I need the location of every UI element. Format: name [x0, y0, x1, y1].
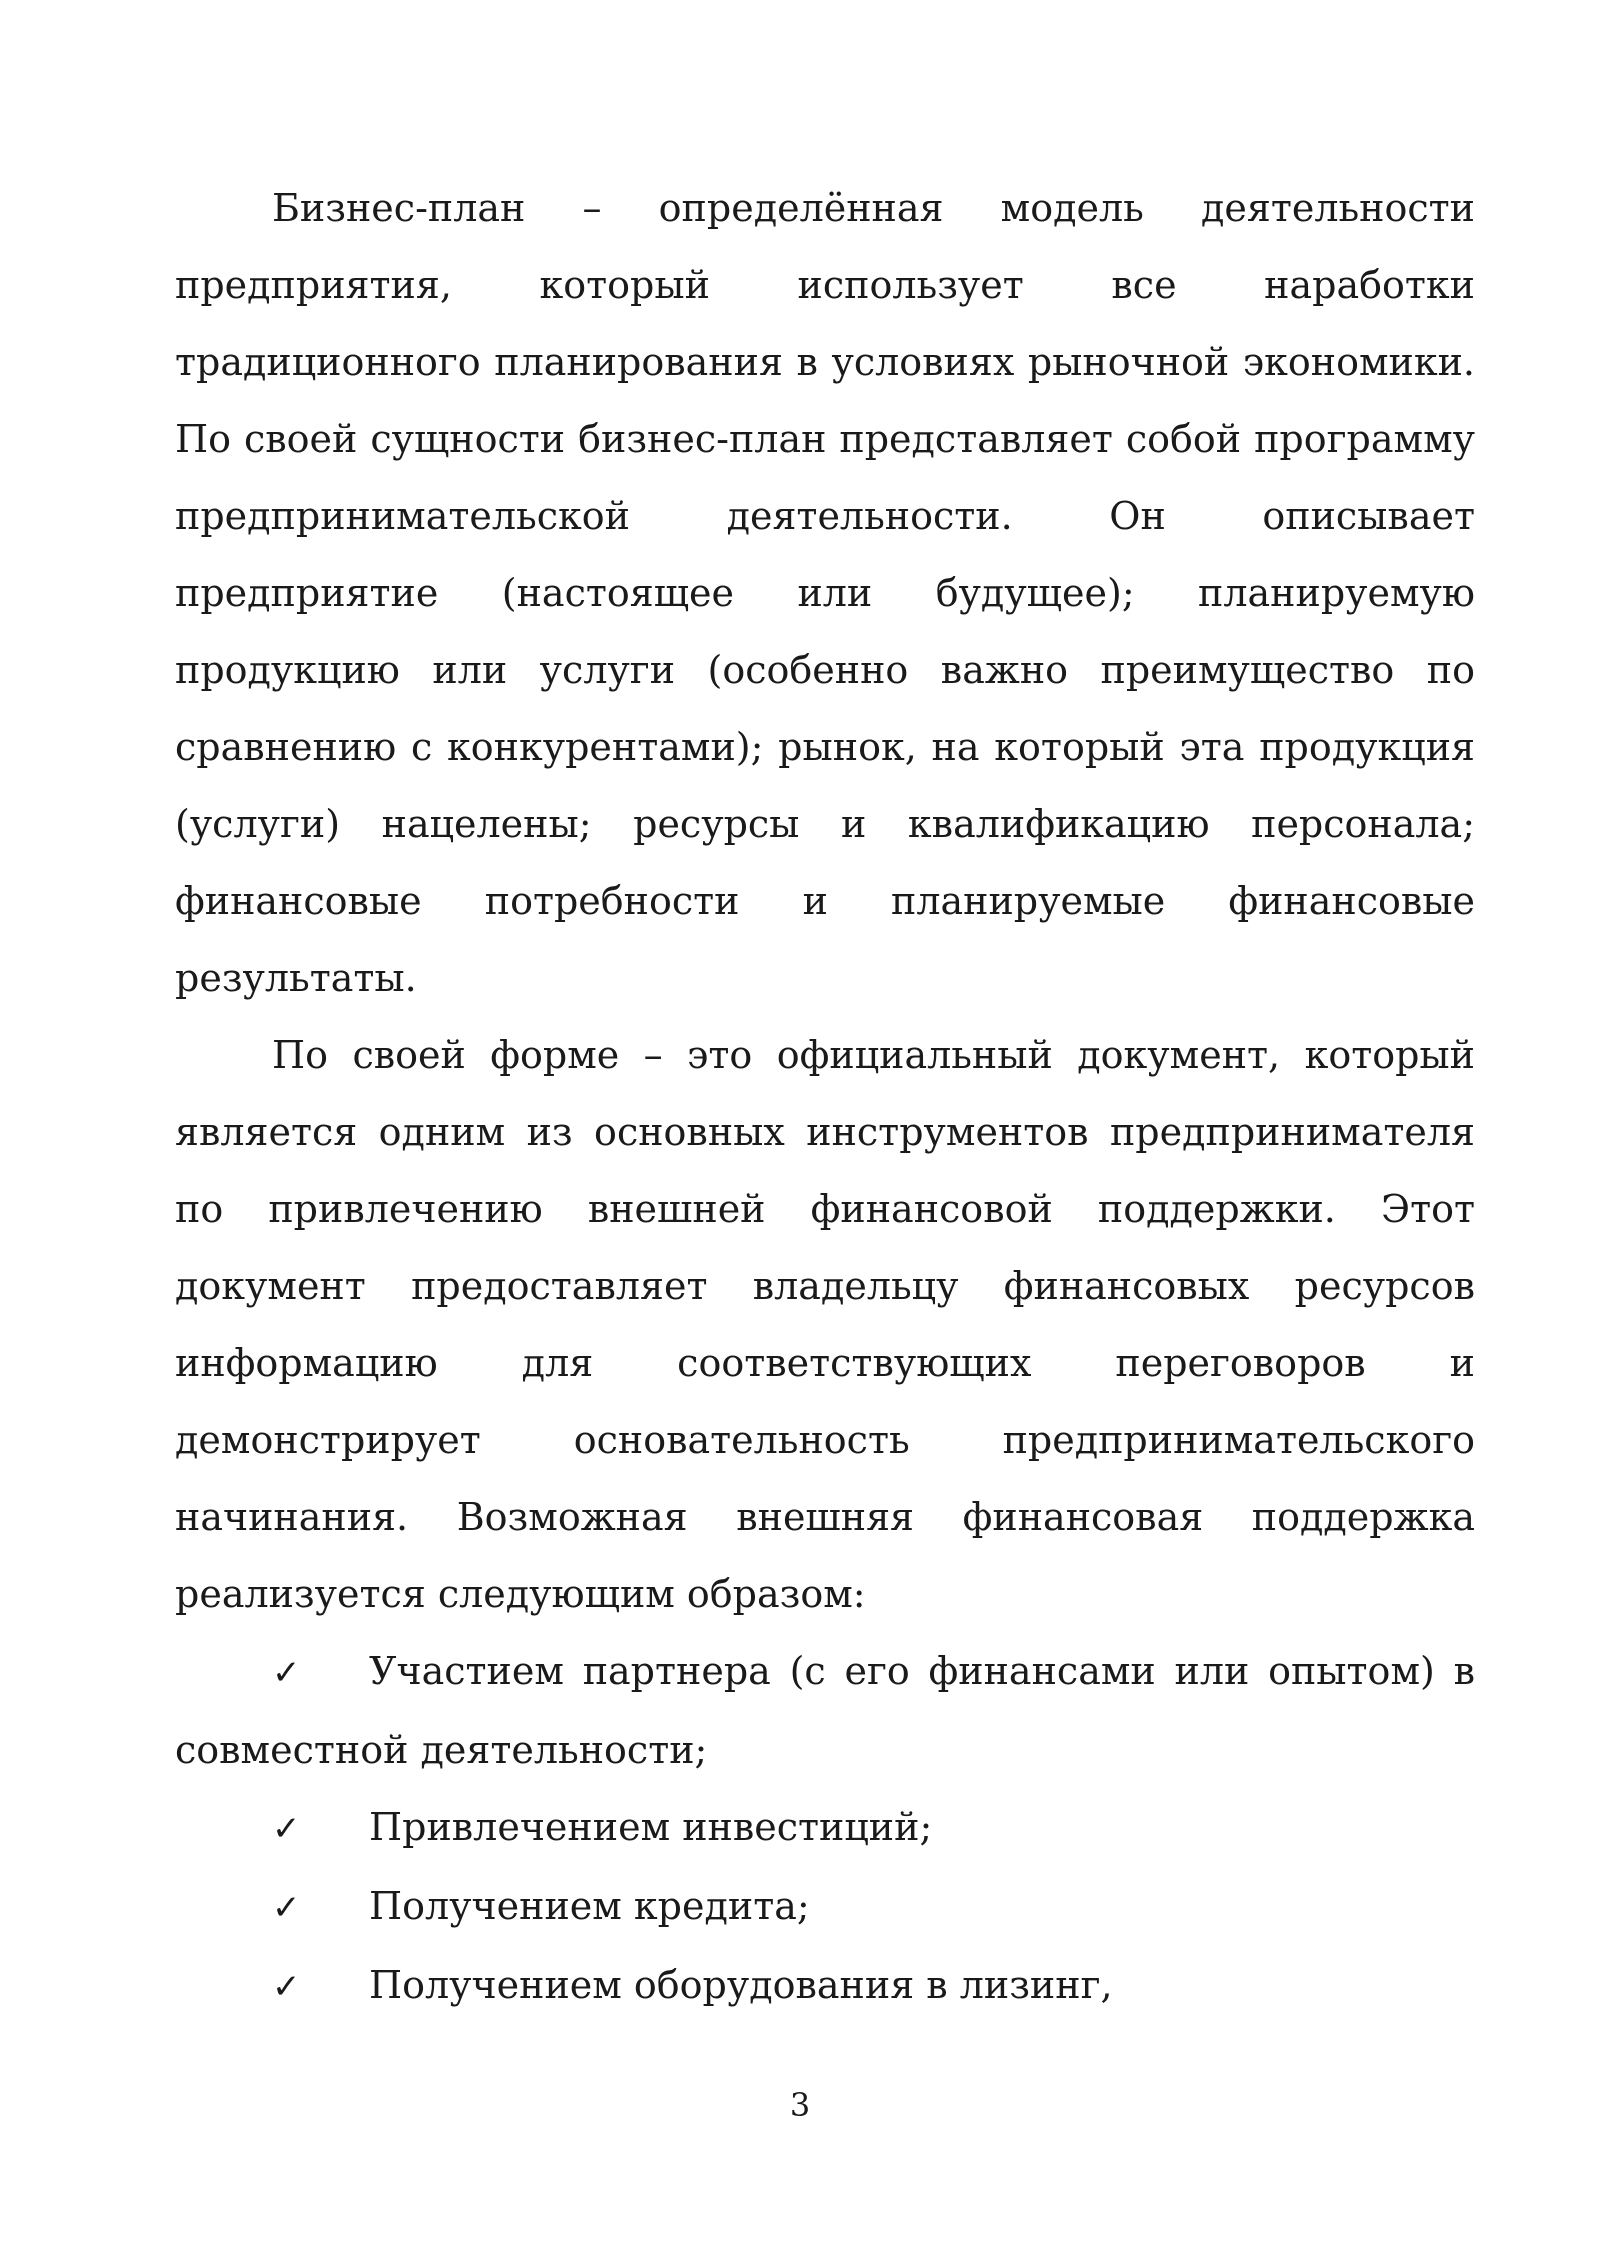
- list-item-text: Привлечением инвестиций;: [369, 1805, 933, 1849]
- paragraph-business-plan-form: По своей форме – это официальный документ, который является одним из основных инструментов предпринимателя по привлечению внешней финансовой поддержки. Этот документ предоставляет владельцу финансовых ресурсов информацию для соответствующих переговоров и демонстрирует основательность предпринимательского начинания. Возможная внешняя финансовая поддержка реализуется следующим образом:: [175, 1033, 1475, 1616]
- check-mark-icon: ✓: [272, 1967, 301, 2007]
- list-item: [175, 1868, 1475, 1947]
- document-body: [175, 170, 1475, 2026]
- check-mark-icon: ✓: [272, 1809, 301, 1849]
- check-mark-icon: ✓: [272, 1653, 301, 1693]
- list-item-text: Получением кредита;: [369, 1884, 810, 1928]
- list-item-text: Получением оборудования в лизинг,: [369, 1963, 1113, 2007]
- list-item: [175, 1789, 1475, 1868]
- list-item: [175, 1947, 1475, 2026]
- check-mark-icon: ✓: [272, 1888, 301, 1928]
- list-item-text: Участием партнера (с его финансами или опытом) в совместной деятельности;: [175, 1649, 1475, 1772]
- financing-options-list: [175, 1633, 1475, 2026]
- list-item: [175, 1633, 1475, 1789]
- paragraph-business-plan-definition: Бизнес-план – определённая модель деятельности предприятия, который использует все наработки традиционного планирования в условиях рыночной экономики. По своей сущности бизнес-план представляет собой программу предпринимательской деятельности. Он описывает предприятие (настоящее или будущее); планируемую продукцию или услуги (особенно важно преимущество по сравнению с конкурентами); рынок, на который эта продукция (услуги) нацелены; ресурсы и квалификацию персонала; финансовые потребности и планируемые финансовые результаты.: [175, 186, 1475, 1000]
- page-number: 3: [789, 2086, 811, 2124]
